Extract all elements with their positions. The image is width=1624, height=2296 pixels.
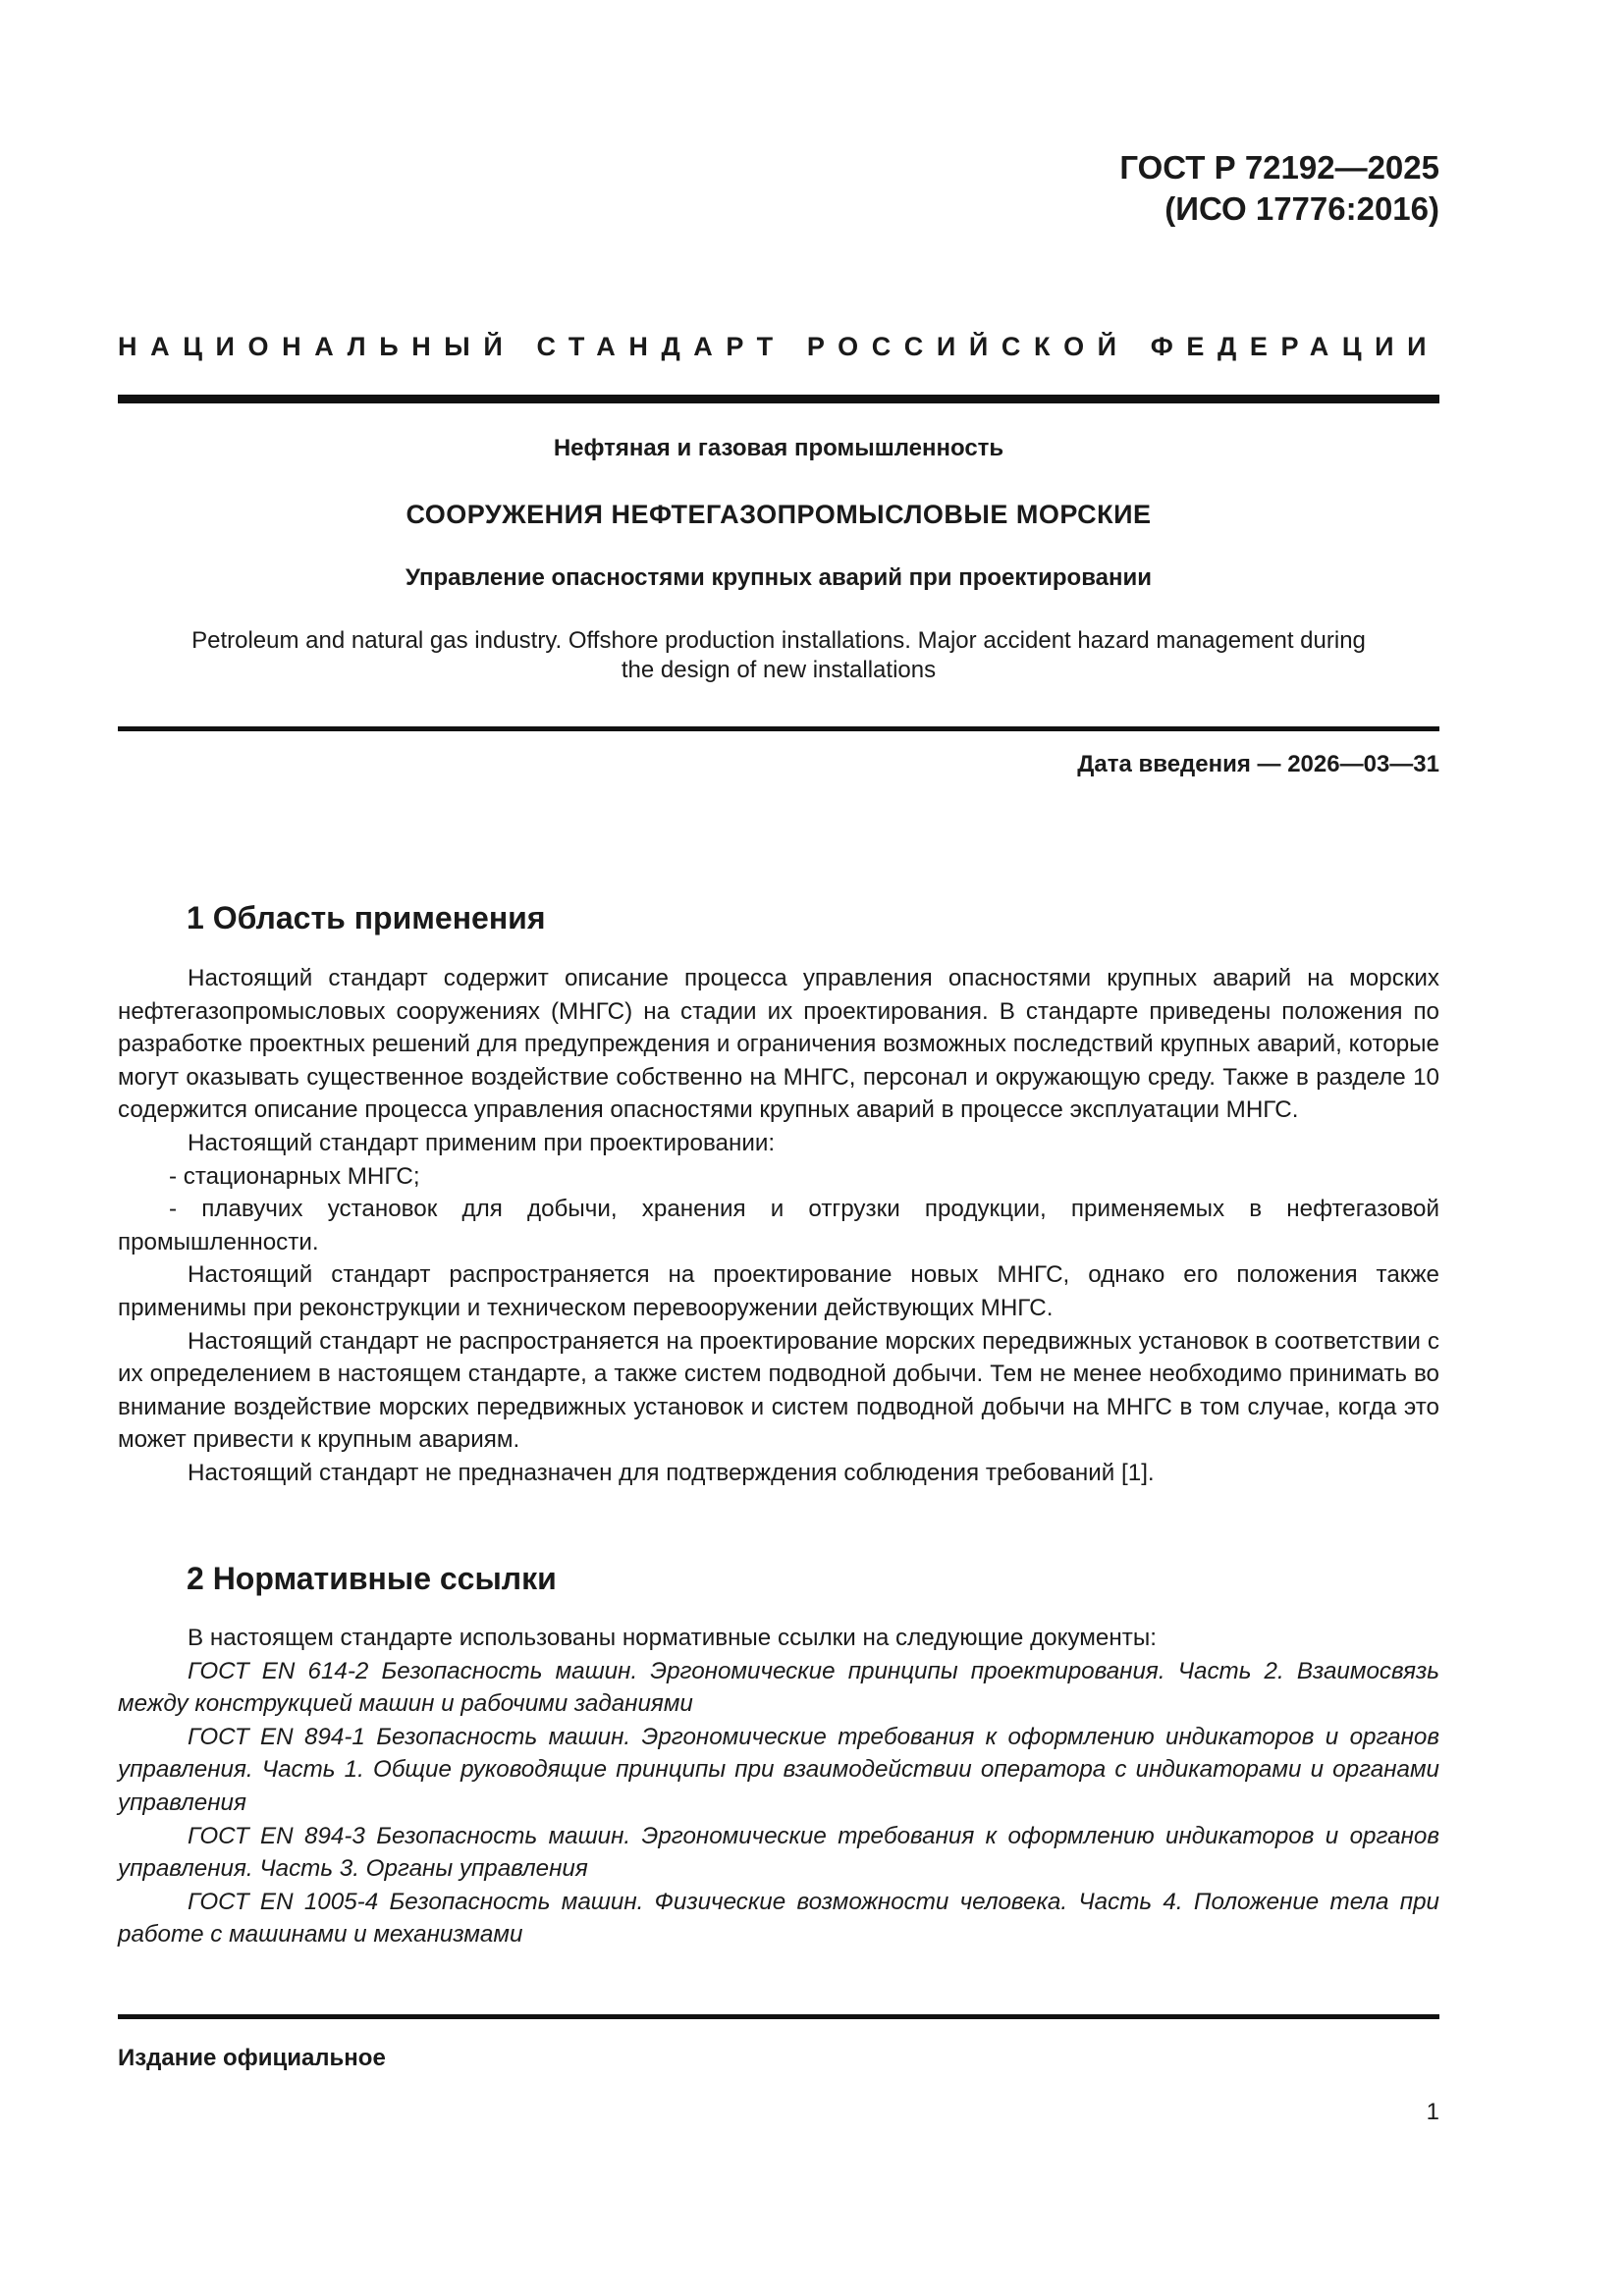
reference-item: ГОСТ EN 894-3 Безопасность машин. Эргономические требования к оформлению индикаторов и органов управления. Часть 3. Органы управления: [118, 1822, 1439, 1883]
designation-number: ГОСТ Р 72192—2025: [1119, 149, 1439, 186]
main-title: СООРУЖЕНИЯ НЕФТЕГАЗОПРОМЫСЛОВЫЕ МОРСКИЕ: [406, 500, 1152, 529]
title-divider: [118, 726, 1439, 731]
section-2-body: [118, 1622, 1439, 1951]
standard-designation: [1119, 147, 1439, 230]
subtitle: Управление опасностями крупных аварий при проектировании: [405, 564, 1153, 591]
introduction-date: Дата введения — 2026—03—31: [1077, 751, 1439, 777]
designation-iso: (ИСО 17776:2016): [1164, 190, 1439, 227]
reference-item: ГОСТ EN 1005-4 Безопасность машин. Физические возможности человека. Часть 4. Положение тела при работе с машинами и механизмами: [118, 1888, 1439, 1949]
list-item: - стационарных МНГС;: [169, 1162, 420, 1190]
paragraph: Настоящий стандарт применим при проектировании:: [188, 1129, 776, 1156]
english-title: [118, 626, 1439, 685]
paragraph: В настоящем стандарте использованы нормативные ссылки на следующие документы:: [188, 1625, 1157, 1651]
section-1-heading: 1 Область применения: [187, 900, 546, 935]
paragraph: Настоящий стандарт содержит описание процесса управления опасностями крупных аварий на морских нефтегазопромысловых сооружениях (МНГС) на стадии их проектирования. В стандарте приведены положения по разработке проектных решений для предупреждения и ограничения возможных последствий крупных аварий, которые могут оказывать существенное воздействие собственно на МНГС, персонал и окружающую среду. Также в разделе 10 содержится описание процесса управления опасностями крупных аварий в процессе эксплуатации МНГС.: [118, 965, 1439, 1124]
paragraph: Настоящий стандарт не распространяется на проектирование морских передвижных установок в соответствии с их определением в настоящем стандарте, а также систем подводной добычи. Тем не менее необходимо принимать во внимание воздействие морских передвижных установок и систем подводной добычи на МНГС в том случае, когда это может привести к крупным авариям.: [118, 1327, 1439, 1454]
section-1-body: [118, 962, 1439, 1490]
reference-item: ГОСТ EN 894-1 Безопасность машин. Эргономические требования к оформлению индикаторов и органов управления. Часть 1. Общие руководящие принципы при взаимодействии оператора с индикаторами и органами управления: [118, 1723, 1439, 1816]
national-standard-banner: НАЦИОНАЛЬНЫЙ СТАНДАРТ РОССИЙСКОЙ ФЕДЕРАЦИИ: [118, 332, 1439, 361]
header-divider: [118, 395, 1439, 403]
paragraph: Настоящий стандарт распространяется на проектирование новых МНГС, однако его положения также применимы при реконструкции и техническом перевооружении действующих МНГС.: [118, 1261, 1439, 1321]
paragraph: Настоящий стандарт не предназначен для подтверждения соблюдения требований [1].: [188, 1459, 1155, 1486]
official-edition-label: Издание официальное: [118, 2045, 386, 2071]
english-title-line-2: the design of new installations: [621, 657, 937, 683]
list-item: - плавучих установок для добычи, хранения и отгрузки продукции, применяемых в нефтегазовой промышленности.: [118, 1196, 1439, 1255]
footer-divider: [118, 2014, 1439, 2019]
english-title-line-1: Petroleum and natural gas industry. Offshore production installations. Major accident hazard management during: [191, 627, 1366, 654]
page-number: 1: [1426, 2099, 1439, 2125]
reference-item: ГОСТ EN 614-2 Безопасность машин. Эргономические принципы проектирования. Часть 2. Взаимосвязь между конструкцией машин и рабочими заданиями: [118, 1657, 1439, 1718]
sector-title: Нефтяная и газовая промышленность: [553, 435, 1004, 461]
section-2-heading: 2 Нормативные ссылки: [187, 1561, 557, 1596]
